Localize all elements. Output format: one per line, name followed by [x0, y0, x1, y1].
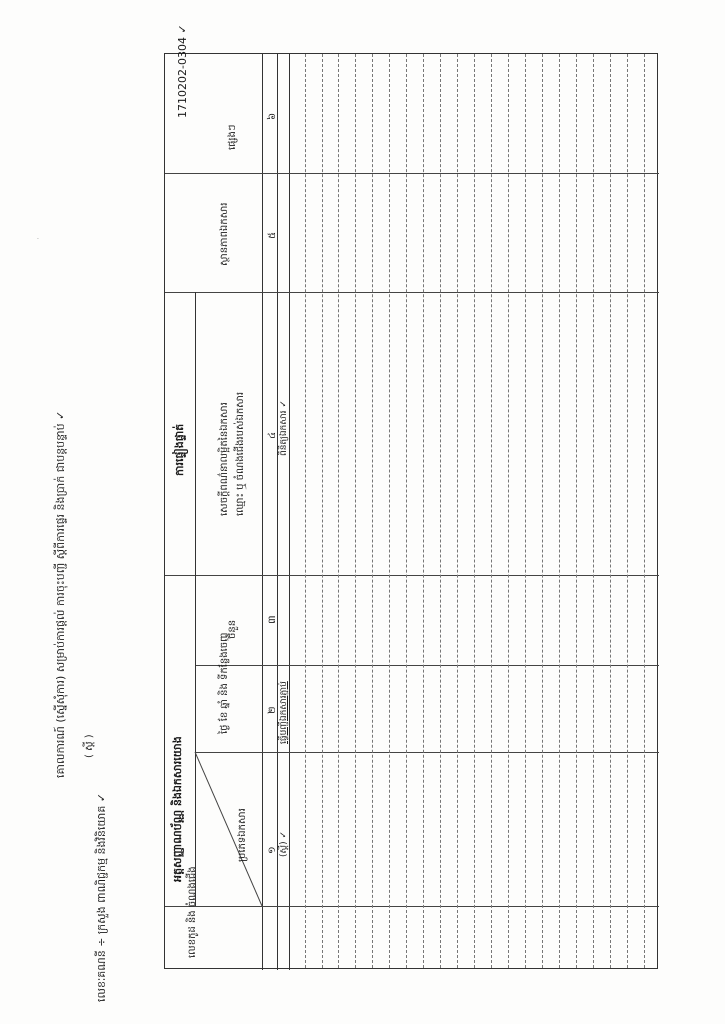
- group-right-title: ការផ្ទៀងផ្ទាត់: [173, 423, 186, 476]
- col-num-4: ៤: [267, 431, 278, 439]
- col-count-label: ចំនួន: [227, 619, 238, 639]
- col-num-6: ៦: [267, 112, 278, 120]
- col-num-3: ៣: [267, 615, 278, 624]
- register-table: [164, 53, 658, 969]
- group-left-title: អត្តសញ្ញាណប័ណ្ណ និងឯកសារយោង: [171, 736, 184, 882]
- col-status-label: ស្ថានភាពឯកសារ: [219, 202, 230, 266]
- row1-desc: ពិនិត្យឯកសារ ✓: [279, 400, 289, 456]
- header-subtitle: ( ស្តី ): [84, 734, 95, 758]
- col-date-label: ថ្ងៃ ខែ ឆ្នាំ និង ទីកន្លែងចេញ: [219, 632, 230, 734]
- col-desc-line1: សេចក្តីពណ៌នាលម្អិតនៃឯកសារ: [219, 402, 230, 516]
- col-desc-line2: ឈ្មោះ ឬ ចំណងជើងរបស់ឯកសារ: [235, 391, 246, 516]
- col-num-2: ២: [267, 706, 278, 714]
- header-title: គោលការណ៍ (ស្នើសុំការ) សម្រាប់ការផ្តល់ ការចុះបញ្ជី ស្តីពីការផ្ទេរ និងប្រាក់ ជាបន្តបន្ទាប់ ✓: [54, 410, 67, 778]
- col-num-1: ១: [267, 846, 278, 854]
- col-type-label: ប្រភេទឯកសារ: [237, 808, 248, 862]
- col-code-label: លេខកូដ និង ចំណងជើង: [187, 866, 198, 958]
- scan-speck: ·: [37, 236, 39, 243]
- row1-date: ធ្វើបញ្ជីឯកសារភ្ជាប់: [279, 681, 289, 744]
- col-num-5: ៥: [267, 231, 278, 239]
- row1-type: (ស្តី) ✓: [279, 831, 289, 857]
- document-code: 1710202-0304 ✓: [176, 24, 189, 118]
- col-note-label: ផ្សេងៗ: [227, 124, 238, 150]
- header-ministry-line: លេខៈគណនី ÷ ក្រសួង ពាណិជ្ជកម្ម និងវិនិយោគ ✓: [95, 792, 108, 1002]
